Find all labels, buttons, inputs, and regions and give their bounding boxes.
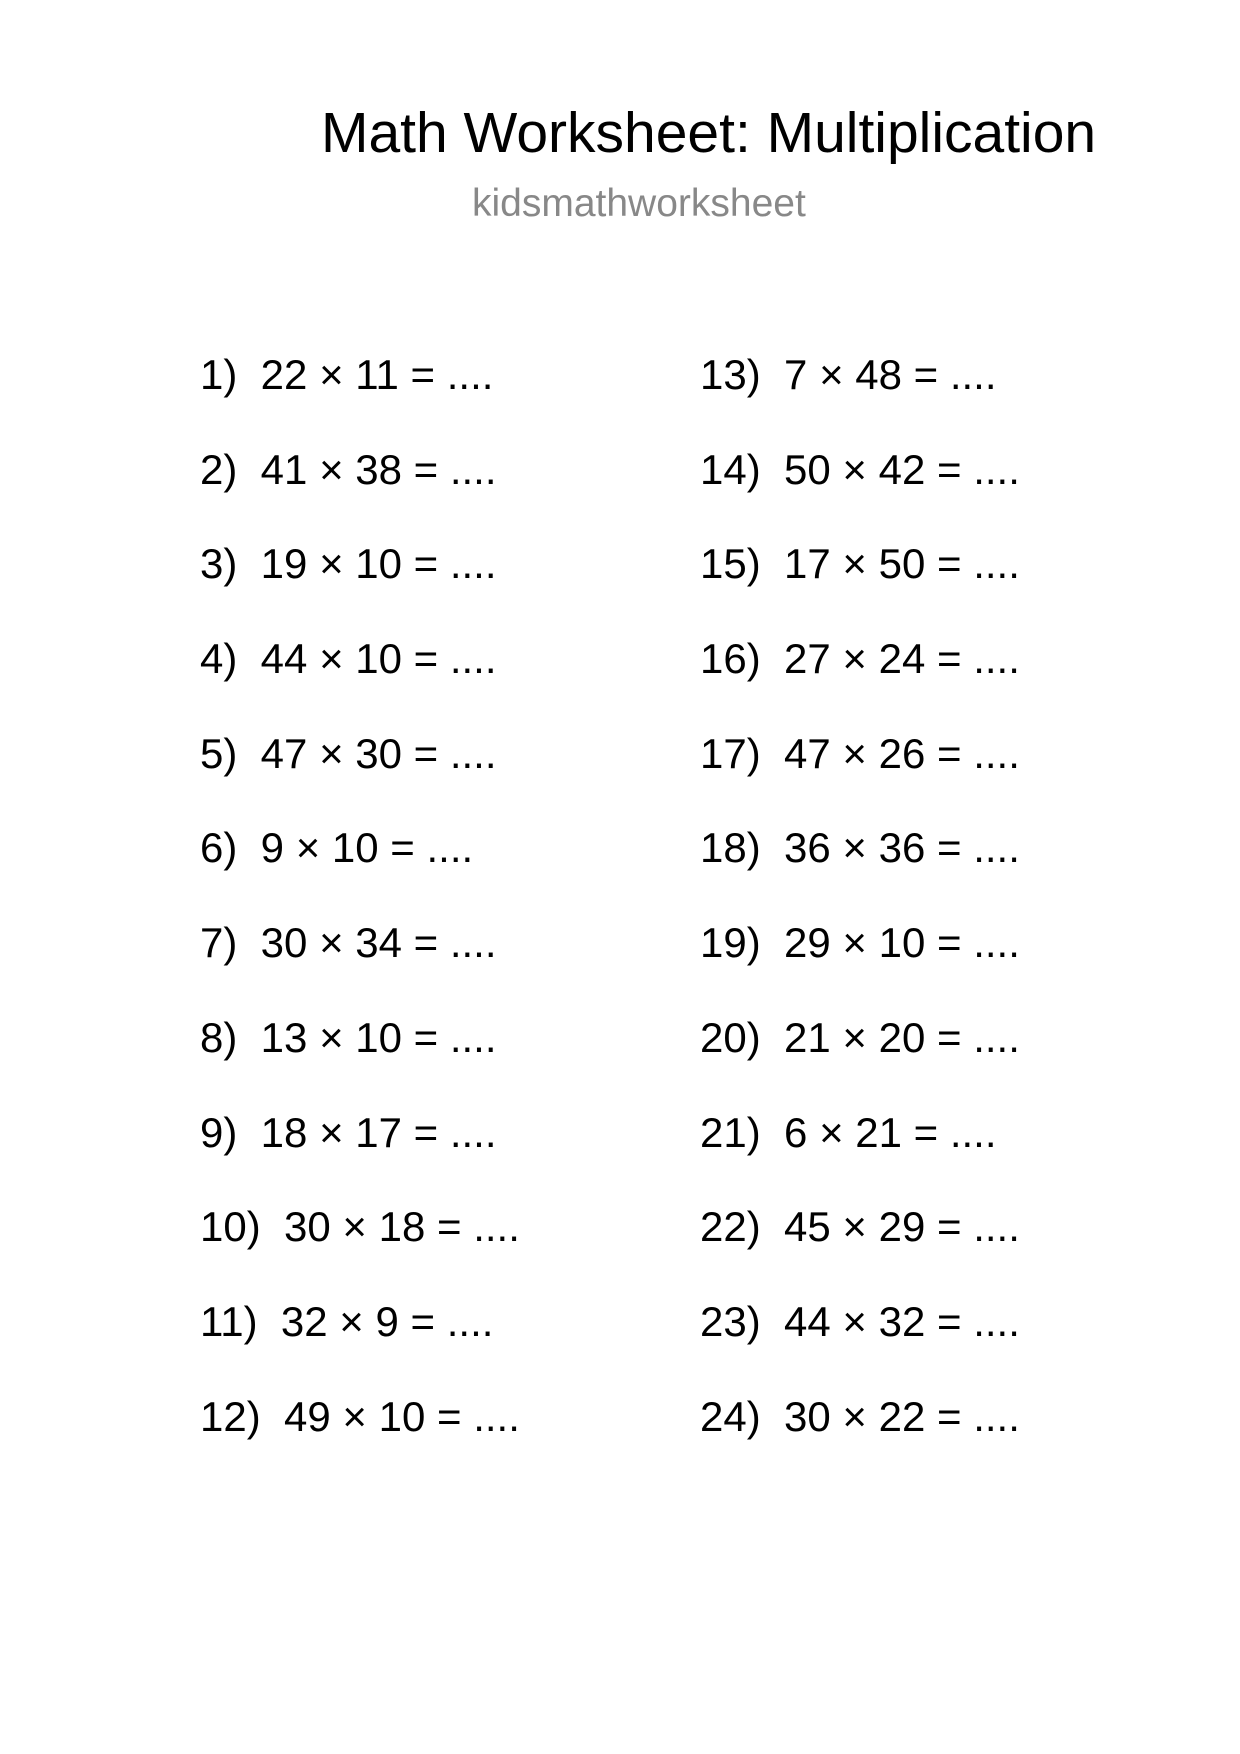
problem-item: 5) 47 × 30 = ....	[200, 729, 497, 777]
problem-item: 22) 45 × 29 = ....	[700, 1203, 1020, 1251]
worksheet-subtitle: kidsmathworksheet	[472, 182, 806, 225]
problem-item: 19) 29 × 10 = ....	[700, 919, 1020, 967]
problem-item: 6) 9 × 10 = ....	[200, 824, 474, 872]
problem-item: 17) 47 × 26 = ....	[700, 729, 1020, 777]
problem-item: 12) 49 × 10 = ....	[200, 1392, 520, 1440]
problem-item: 14) 50 × 42 = ....	[700, 445, 1020, 493]
problems-column-left	[200, 350, 520, 1486]
problem-item: 20) 21 × 20 = ....	[700, 1013, 1020, 1061]
problem-item: 16) 27 × 24 = ....	[700, 635, 1020, 683]
problem-item: 21) 6 × 21 = ....	[700, 1108, 997, 1156]
problem-item: 4) 44 × 10 = ....	[200, 635, 497, 683]
problem-item: 18) 36 × 36 = ....	[700, 824, 1020, 872]
problem-item: 23) 44 × 32 = ....	[700, 1297, 1020, 1345]
problem-item: 15) 17 × 50 = ....	[700, 540, 1020, 588]
worksheet-title: Math Worksheet: Multiplication	[321, 101, 1097, 165]
problem-item: 13) 7 × 48 = ....	[700, 351, 997, 398]
problem-item: 7) 30 × 34 = ....	[200, 919, 497, 967]
problem-item: 10) 30 × 18 = ....	[200, 1203, 520, 1251]
problem-item: 1) 22 × 11 = ....	[200, 351, 494, 398]
problem-item: 8) 13 × 10 = ....	[200, 1013, 497, 1061]
problem-item: 2) 41 × 38 = ....	[200, 445, 497, 493]
problem-item: 24) 30 × 22 = ....	[700, 1392, 1020, 1440]
problems-column-right	[700, 350, 1020, 1486]
problem-item: 11) 32 × 9 = ....	[200, 1297, 494, 1345]
problem-item: 9) 18 × 17 = ....	[200, 1108, 497, 1156]
problem-item: 3) 19 × 10 = ....	[200, 540, 497, 588]
